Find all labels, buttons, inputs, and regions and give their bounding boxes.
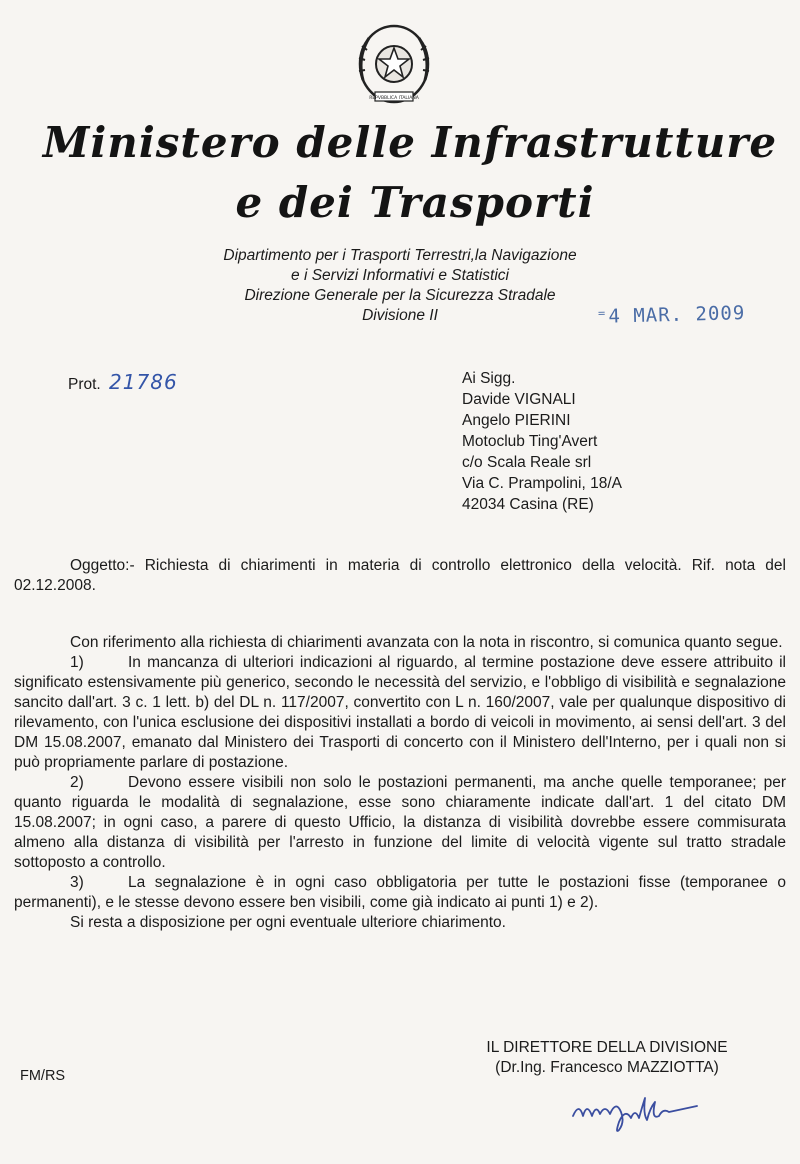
- paragraph-text: La segnalazione è in ogni caso obbligatoria per tutte le postazioni fisse (temporanee o permanenti), e le stesse devono essere ben visibili, come già indicato ai punti 1) e 2).: [14, 874, 786, 911]
- numbered-paragraph: [14, 653, 786, 773]
- signature-block: [462, 1038, 752, 1078]
- department-block: [150, 246, 650, 326]
- recipient-line: c/o Scala Reale srl: [462, 454, 592, 471]
- letter-body: [14, 633, 786, 933]
- subject-line: Oggetto:- Richiesta di chiarimenti in materia di controllo elettronico della velocità. Rif. nota del 02.12.2008.: [14, 557, 786, 594]
- intro-paragraph: Con riferimento alla richiesta di chiarimenti avanzata con la nota in riscontro, si comunica quanto segue.: [70, 634, 783, 651]
- paragraph-text: In mancanza di ulteriori indicazioni al riguardo, al termine postazione deve essere attribuito il significato estensivamente più generico, secondo le necessità del servizio, e l'obbligo di visibilità e segnalazione sancito dall'art. 3 c. 1 lett. b) del DL n. 117/2007, convertito con L n. 160/2007, vale per qualunque dispositivo di rilevamento, con l'unica esclusione dei dispositivi installati a bordo di veicoli in movimento, ai sensi dell'art. 3 del DM 15.08.2007, emanato dal Ministero dei Trasporti di concerto con il Ministero dell'Interno, per i quali non si può propriamente parlare di postazione.: [14, 654, 786, 771]
- recipient-line: Ai Sigg.: [462, 370, 516, 387]
- handwritten-signature: [565, 1086, 715, 1136]
- numbered-paragraph: [14, 873, 786, 913]
- paragraph-number: 1): [70, 654, 84, 671]
- signatory-title: IL DIRETTORE DELLA DIVISIONE: [486, 1039, 728, 1056]
- department-line: Divisione II: [362, 307, 438, 324]
- recipient-address: [462, 368, 622, 515]
- paragraph-number: 2): [70, 774, 84, 791]
- date-stamp-date: 4 MAR. 2009: [608, 302, 746, 328]
- recipient-line: 42034 Casina (RE): [462, 496, 594, 513]
- recipient-line: Angelo PIERINI: [462, 412, 571, 429]
- typist-initials: FM/RS: [20, 1068, 66, 1084]
- date-stamp-prefix: ⁼: [595, 305, 609, 328]
- protocol-line: [68, 370, 178, 394]
- recipient-line: Motoclub Ting'Avert: [462, 433, 598, 450]
- ministry-name-line2: e dei Trasporti: [235, 178, 595, 227]
- protocol-label: Prot.: [68, 376, 101, 393]
- italian-republic-emblem-icon: [351, 20, 437, 112]
- ministry-name-line1: Ministero delle Infrastrutture: [42, 118, 778, 167]
- numbered-paragraph: [14, 773, 786, 873]
- recipient-line: Davide VIGNALI: [462, 391, 576, 408]
- signatory-name: (Dr.Ing. Francesco MAZZIOTTA): [495, 1059, 719, 1076]
- paragraph-text: Devono essere visibili non solo le postazioni permanenti, ma anche quelle temporanee; per quanto riguarda le modalità di segnalazione, esse sono chiaramente indicate dall'art. 1 del citato DM 15.08.2007; in ogni caso, a parere di questo Ufficio, la distanza di visibilità dovrebbe essere commisurata almeno alla distanza di visibilità per l'arresto in funzione del limite di velocità vigente sul tratto stradale sottoposto a controllo.: [14, 774, 786, 871]
- protocol-number: 21786: [109, 370, 178, 394]
- emblem-ribbon-text: REPVBBLICA ITALIANA: [369, 96, 419, 101]
- closing-paragraph: Si resta a disposizione per ogni eventuale ulteriore chiarimento.: [70, 914, 506, 931]
- date-stamp: [596, 302, 746, 328]
- paragraph-number: 3): [70, 874, 84, 891]
- department-line: Dipartimento per i Trasporti Terrestri,la Navigazione: [223, 247, 577, 264]
- department-line: Direzione Generale per la Sicurezza Stradale: [244, 287, 556, 304]
- recipient-line: Via C. Prampolini, 18/A: [462, 475, 622, 492]
- department-line: e i Servizi Informativi e Statistici: [291, 267, 509, 284]
